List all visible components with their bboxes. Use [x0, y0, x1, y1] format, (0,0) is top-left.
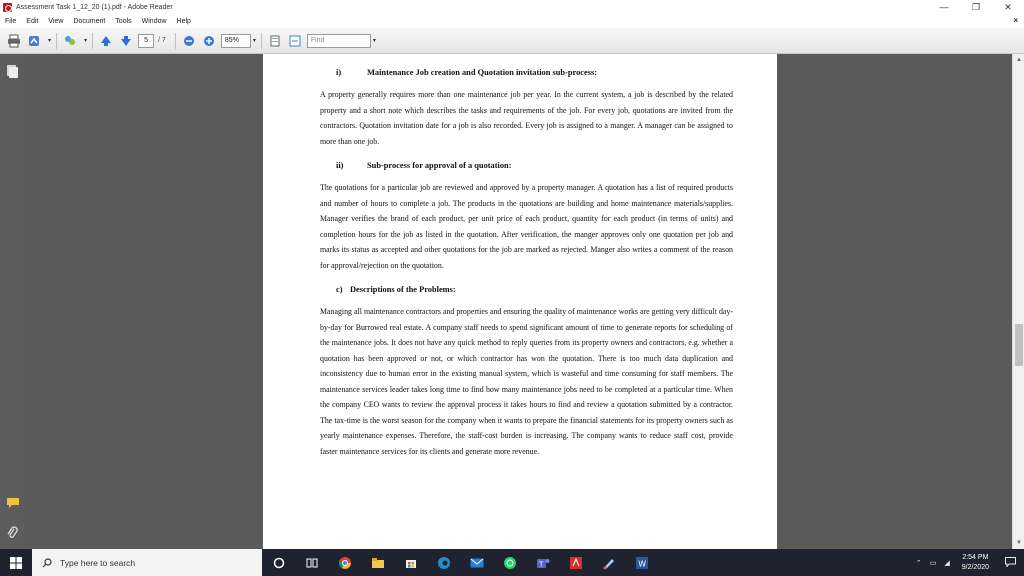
- notifications-icon[interactable]: [1005, 557, 1016, 569]
- comments-icon[interactable]: [6, 496, 18, 508]
- show-hidden-icons-icon[interactable]: ⌃: [915, 559, 922, 567]
- menu-edit[interactable]: Edit: [26, 17, 39, 25]
- window-controls: [928, 0, 1024, 14]
- toolbar-separator: [56, 33, 57, 49]
- section-title: Maintenance Job creation and Quotation invitation sub-process:: [367, 68, 598, 77]
- mail-icon[interactable]: [460, 549, 493, 576]
- taskbar-search[interactable]: [32, 549, 262, 576]
- navigation-pane: [0, 54, 24, 549]
- clock-time: 2:54 PM: [962, 553, 989, 561]
- page-total: / 7: [158, 37, 166, 44]
- teams-icon[interactable]: [526, 549, 559, 576]
- paragraph: A property generally requires more than one maintenance job per year. In the current system, a job is described by the related property and a short note which describes the tasks and requirements of the job. For every job, quotations are invited from the contractors. Quotation invitation date for a job is also recorded. Every job is assigned to a manger. A manager can be assigned to more than one job.: [320, 90, 733, 146]
- menu-document[interactable]: Document: [73, 17, 106, 25]
- svg-text:T: T: [538, 560, 543, 568]
- adobe-reader-icon: [3, 3, 12, 12]
- whatsapp-icon[interactable]: [493, 549, 526, 576]
- menu-bar: [0, 14, 1024, 28]
- section-number: ii): [336, 161, 344, 170]
- file-explorer-icon[interactable]: [361, 549, 394, 576]
- section-title: Descriptions of the Problems:: [350, 285, 456, 294]
- previous-page-icon[interactable]: [98, 33, 114, 49]
- zoom-level-input[interactable]: 85%: [221, 34, 251, 48]
- title-bar: [0, 0, 1024, 14]
- pages-panel-icon[interactable]: [6, 64, 18, 76]
- zoom-dropdown-icon[interactable]: ▾: [252, 38, 256, 44]
- battery-icon[interactable]: ▭: [929, 559, 937, 567]
- vertical-scrollbar[interactable]: [1012, 54, 1024, 549]
- close-button[interactable]: ✕: [1004, 1, 1012, 12]
- section-heading: [336, 285, 733, 294]
- start-button[interactable]: [0, 549, 32, 576]
- store-icon[interactable]: [394, 549, 427, 576]
- menu-view[interactable]: View: [48, 17, 64, 25]
- paint-icon[interactable]: [592, 549, 625, 576]
- clock[interactable]: [962, 553, 989, 573]
- attachments-icon[interactable]: [6, 526, 18, 538]
- scroll-up-icon[interactable]: ▲: [1016, 57, 1022, 63]
- search-placeholder: Type here to search: [60, 557, 136, 568]
- collaborate-dropdown-icon[interactable]: ▾: [84, 38, 88, 44]
- find-input[interactable]: Find: [307, 34, 371, 48]
- menu-tools[interactable]: Tools: [115, 17, 132, 25]
- word-icon[interactable]: [625, 549, 658, 576]
- chrome-icon[interactable]: [328, 549, 361, 576]
- section-heading: [336, 161, 733, 170]
- system-tray: [912, 549, 1024, 576]
- section-title: Sub-process for approval of a quotation:: [367, 161, 512, 170]
- next-page-icon[interactable]: [118, 33, 134, 49]
- page-number-input[interactable]: 5: [138, 34, 154, 48]
- zoom-out-icon[interactable]: [181, 33, 197, 49]
- clock-date: 9/2/2020: [961, 563, 989, 571]
- taskbar: [0, 549, 1024, 576]
- menu-help[interactable]: Help: [176, 17, 191, 25]
- close-document-button[interactable]: ×: [1013, 16, 1018, 25]
- maximize-button[interactable]: ❐: [971, 1, 981, 12]
- share-dropdown-icon[interactable]: ▾: [48, 38, 52, 44]
- paragraph: The quotations for a particular job are reviewed and approved by a property manager. A quotation has a list of required products and number of hours to complete a job. The products in the quotations are building and home maintenance materials/supplies. Manager verifies the brand of each product, per unit price of each product, quantity for each product (in terms of units) and completion hours for the job as listed in the quotation. After verification, the manger approves only one quotation per job and marks its status as accepted and other quotations for the job are marked as rejected. Manger also writes a comment of the reason for approval/rejection on the quotation.: [320, 183, 733, 270]
- fit-width-icon[interactable]: [287, 33, 303, 49]
- scrollbar-thumb[interactable]: [1015, 324, 1023, 366]
- edge-icon[interactable]: [427, 549, 460, 576]
- toolbar-separator: [175, 33, 176, 49]
- scroll-down-icon[interactable]: ▼: [1016, 540, 1022, 546]
- share-icon[interactable]: [26, 33, 42, 49]
- print-icon[interactable]: [6, 33, 22, 49]
- collaborate-icon[interactable]: [62, 33, 78, 49]
- cortana-icon[interactable]: [262, 549, 295, 576]
- toolbar: [0, 28, 1024, 54]
- toolbar-separator: [261, 33, 262, 49]
- search-icon: [42, 558, 52, 568]
- wifi-icon[interactable]: ◢: [944, 559, 950, 567]
- svg-text:W: W: [637, 559, 646, 568]
- minimize-button[interactable]: —: [939, 2, 949, 12]
- window-title: Assessment Task 1_12_20 (1).pdf - Adobe Reader: [16, 3, 173, 11]
- task-view-icon[interactable]: [295, 549, 328, 576]
- find-dropdown-icon[interactable]: ▾: [372, 38, 376, 44]
- document-viewer[interactable]: [24, 54, 1012, 549]
- menu-file[interactable]: File: [5, 17, 17, 25]
- section-number: i): [336, 68, 342, 77]
- fit-page-icon[interactable]: [267, 33, 283, 49]
- zoom-in-icon[interactable]: [201, 33, 217, 49]
- menu-window[interactable]: Window: [141, 17, 167, 25]
- acrobat-icon[interactable]: [559, 549, 592, 576]
- pdf-page: [263, 54, 777, 549]
- section-heading: [336, 68, 733, 77]
- section-number: c): [336, 285, 343, 294]
- toolbar-separator: [92, 33, 93, 49]
- paragraph: Managing all maintenance contractors and properties and ensuring the quality of maintenance works are getting very difficult day-by-day for Burrowed real estate. A company staff needs to spend significant amount of time to generate reports for scheduling of the maintenance jobs. It does not have any quick method to reply queries from its property owners and contractors, e.g. whether a quotation has been approved or not, or which contractor has won the quotation. There is too much data duplication and inconsistency due to human error in the existing manual system, which is wasteful and time consuming for staff members. The maintenance services leader takes long time to find how many maintenance jobs need to be completed at a particular time. When the company CEO wants to review the approval process it takes hours to find and review a quotation submitted by a contractor. The tax-time is the worst season for the company when it wants to prepare the financial statements for its property owners such as yearly maintenance expenses. Therefore, the staff-cost burden is increasing. The company wants to reduce staff cost, provide faster maintenance services for its clients and generate more revenue.: [320, 307, 733, 456]
